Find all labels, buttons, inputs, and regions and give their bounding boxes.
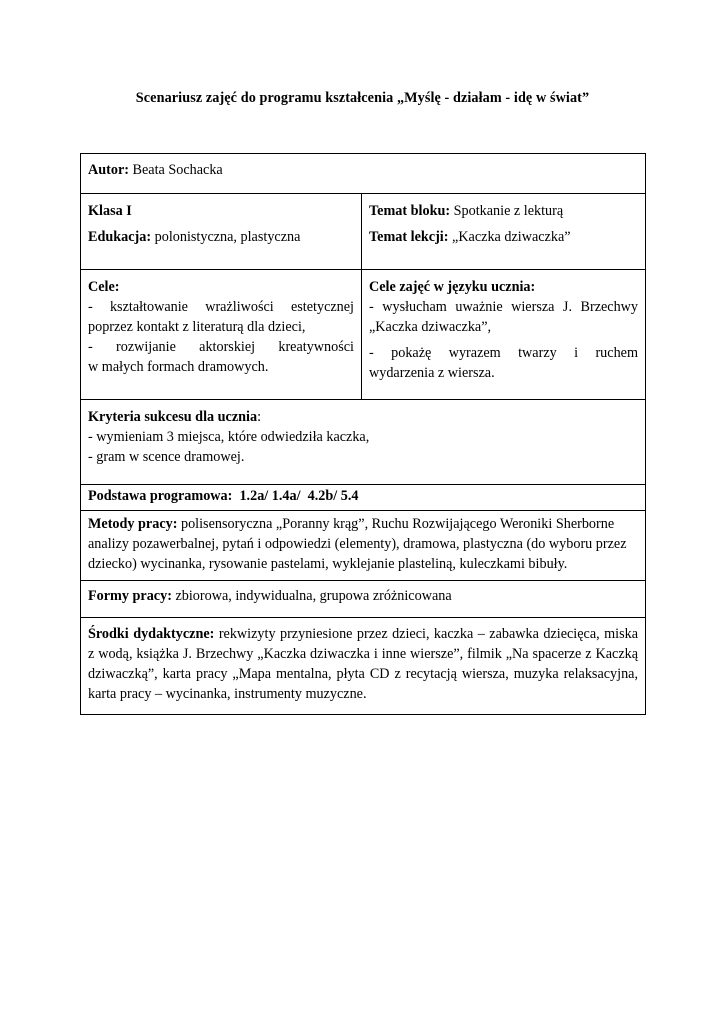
success-criteria-label: Kryteria sukcesu dla ucznia [88, 409, 258, 425]
page-title: Scenariusz zajęć do programu kształcenia „Myślę - działam - idę w świat” [135, 90, 590, 106]
student-goal-line: - wysłucham uważnie wiersza J. Brzechwy [369, 299, 639, 315]
methods-text [88, 514, 638, 574]
author-row [81, 154, 646, 194]
goal-line: w małych formach dramowych. [88, 359, 269, 375]
author-label: Autor: [88, 162, 129, 178]
education-value: polonistyczna, plastyczna [154, 229, 301, 245]
forms-value: zbiorowa, indywidualna, grupowa zróżnicowana [171, 588, 452, 604]
methods-label: Metody pracy: [88, 516, 178, 532]
author-value: Beata Sochacka [132, 162, 223, 178]
education-line [88, 227, 354, 247]
student-goal-line: - pokażę wyrazem twarzy i ruchem [369, 345, 639, 361]
block-topic-line [369, 201, 638, 221]
scenario-table [80, 153, 646, 715]
goal-line: - rozwijanie aktorskiej kreatywności [88, 339, 354, 355]
methods-cell [81, 511, 646, 581]
lesson-topic-line [369, 227, 638, 247]
success-criteria-item: - gram w scence dramowej. [88, 449, 245, 465]
goals-cell [81, 270, 362, 400]
success-criteria-cell [81, 400, 646, 485]
student-goal-line: wydarzenia z wiersza. [369, 365, 495, 381]
success-criteria-row [81, 400, 646, 485]
forms-cell [81, 581, 646, 618]
success-criteria-heading [88, 407, 638, 427]
block-topic-label: Temat bloku: [369, 203, 451, 219]
lesson-topic-value: „Kaczka dziwaczka” [452, 229, 571, 245]
goals-row [81, 270, 646, 400]
resources-row [81, 618, 646, 715]
forms-text [88, 586, 638, 606]
class-cell [81, 194, 362, 270]
resources-cell [81, 618, 646, 715]
student-goal-line: „Kaczka dziwaczka”, [369, 319, 492, 335]
curriculum-row [81, 485, 646, 511]
resources-value: rekwizyty przyniesione przez dzieci, kaczka – zabawka dziecięca, miska z wodą, książka J. Brzechwy „Kaczka dziwaczka i inne wiersze”, filmik „Na spacerze z Kaczką dziwaczką”, karta pracy „Mapa mentalna, płyta CD z recytacją wiersza, muzyka relaksacyjna, karta pracy – wycinanka, instrumenty muzyczne. [88, 626, 639, 702]
block-topic-value: Spotkanie z lekturą [453, 203, 564, 219]
forms-row [81, 581, 646, 618]
student-goals-cell [362, 270, 646, 400]
resources-label: Środki dydaktyczne: [88, 626, 215, 642]
author-cell [81, 154, 646, 194]
student-goals-label: Cele zajęć w języku ucznia: [369, 279, 536, 295]
forms-label: Formy pracy: [88, 588, 172, 604]
class-label: Klasa I [88, 203, 132, 219]
curriculum-cell [81, 485, 646, 511]
goal-line: - kształtowanie wrażliwości estetycznej [88, 299, 354, 315]
resources-text [88, 624, 638, 704]
methods-row [81, 511, 646, 581]
goals-label: Cele: [88, 279, 120, 295]
success-criteria-colon: : [257, 409, 262, 425]
education-label: Edukacja: [88, 229, 152, 245]
success-criteria-item: - wymieniam 3 miejsca, które odwiedziła kaczka, [88, 429, 370, 445]
class-topic-row [81, 194, 646, 270]
curriculum-label: Podstawa programowa: 1.2a/ 1.4a/ 4.2b/ 5.4 [88, 488, 359, 504]
lesson-topic-label: Temat lekcji: [369, 229, 449, 245]
topic-cell [362, 194, 646, 270]
methods-value: polisensoryczna „Poranny krąg”, Ruchu Rozwijającego Weroniki Sherborne analizy pozawerbalnej, pytań i odpowiedzi (elementy), dramowa, plastyczna (do wyboru przez dziecko) wycinanka, rysowanie pastelami, wyklejanie plasteliną, kuleczkami bibuły. [88, 516, 627, 572]
goal-line: poprzez kontakt z literaturą dla dzieci, [88, 319, 306, 335]
